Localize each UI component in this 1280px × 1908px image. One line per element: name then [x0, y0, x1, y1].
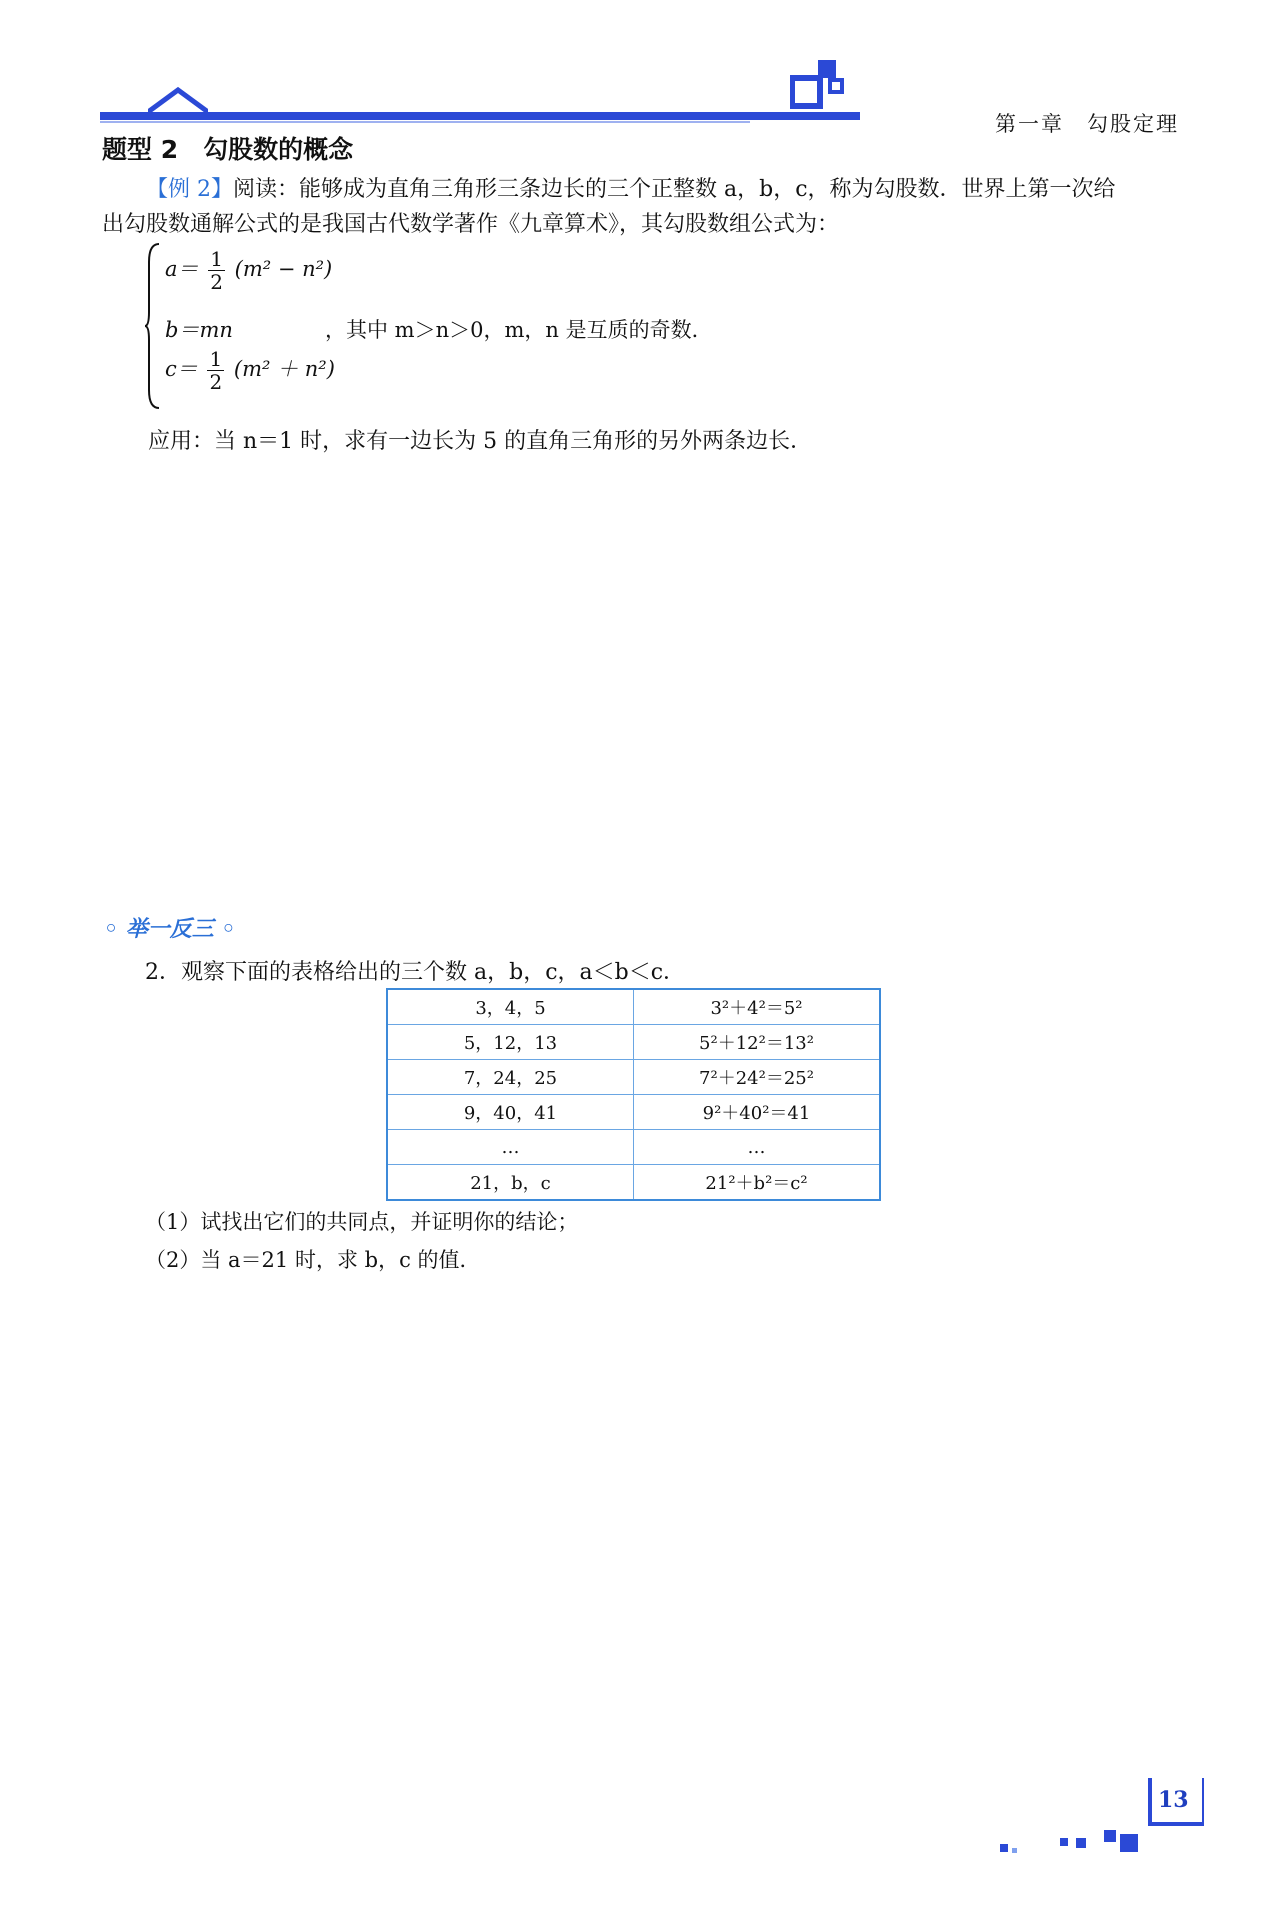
table-cell: 3，4，5 — [387, 989, 634, 1025]
example-line-2: 出勾股数通解公式的是我国古代数学著作《九章算术》，其勾股数组公式为： — [102, 212, 840, 237]
table-row — [387, 989, 880, 1025]
table-cell: … — [634, 1130, 881, 1165]
table-cell: 21²＋b²＝c² — [634, 1165, 881, 1201]
table-cell: 7，24，25 — [387, 1060, 634, 1095]
practice-title: ◦ 举一反三 ◦ — [104, 917, 236, 942]
chapter-title: 第一章 勾股定理 — [995, 112, 1179, 136]
table-cell: 7²＋24²＝25² — [634, 1060, 881, 1095]
table-cell: 3²＋4²＝5² — [634, 989, 881, 1025]
formula-a: a＝ $\frac{1}{2}$ (m² − n²) — [165, 247, 333, 294]
header-rule-shadow — [100, 121, 750, 123]
header-rule — [100, 112, 860, 120]
example-tag: 【例 2】 — [146, 177, 233, 202]
left-brace — [145, 242, 161, 410]
sub-question-1: （1）试找出它们的共同点，并证明你的结论； — [145, 1210, 579, 1234]
table-row — [387, 1060, 880, 1095]
header-squares-logo — [790, 58, 860, 118]
formula-c: c＝ $\frac{1}{2}$ (m² ＋ n²) — [165, 347, 335, 394]
table-cell: 21，b，c — [387, 1165, 634, 1201]
table-row — [387, 1165, 880, 1201]
table-cell: 9²＋40²＝41 — [634, 1095, 881, 1130]
fraction-half: $\frac{1}{2}$ — [209, 347, 223, 394]
sub-question-2: （2）当 a＝21 时，求 b，c 的值． — [145, 1248, 481, 1272]
question-2: 2．观察下面的表格给出的三个数 a，b，c，a＜b＜c． — [145, 960, 686, 985]
example-text-1: 阅读：能够成为直角三角形三条边长的三个正整数 a，b，c，称为勾股数．世界上第一次给 — [233, 177, 1116, 202]
table-cell: 9，40，41 — [387, 1095, 634, 1130]
fraction-half: $\frac{1}{2}$ — [210, 247, 223, 294]
application-text: 应用：当 n＝1 时，求有一边长为 5 的直角三角形的另外两条边长． — [148, 429, 813, 454]
table-row — [387, 1025, 880, 1060]
table-row — [387, 1095, 880, 1130]
table-cell: 5²＋12²＝13² — [634, 1025, 881, 1060]
table-cell: 5，12，13 — [387, 1025, 634, 1060]
roof-ornament — [148, 86, 208, 114]
table-row — [387, 1130, 880, 1165]
example-line-1 — [102, 172, 1116, 208]
page-number: 13 — [1158, 1787, 1189, 1813]
triples-table — [386, 988, 881, 1201]
table-cell: … — [387, 1130, 634, 1165]
formula-condition: ，其中 m＞n＞0，m，n 是互质的奇数． — [325, 318, 713, 342]
formula-b: b＝mn — [165, 318, 233, 342]
section-title: 题型 2 勾股数的概念 — [102, 135, 354, 164]
